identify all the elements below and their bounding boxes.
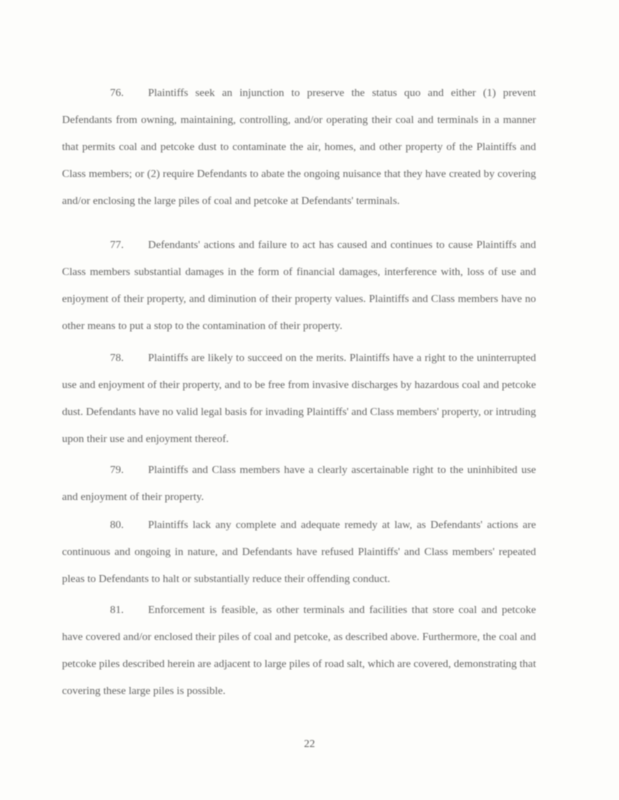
paragraph-number: 81. bbox=[110, 604, 124, 616]
paragraph-81 bbox=[62, 597, 536, 705]
paragraph-text: Plaintiffs seek an injunction to preserve the status quo and either (1) prevent Defendants from owning, maintaining, controlling, and/or operating their coal and terminals in a manner that permits coal and petcoke dust to contaminate the air, homes, and other property of the Plaintiffs and Class members; or (2) require Defendants to abate the ongoing nuisance that they have created by covering and/or enclosing the large piles of coal and petcoke at Defendants' terminals. bbox=[62, 87, 536, 207]
paragraph-text: Enforcement is feasible, as other terminals and facilities that store coal and petcoke have covered and/or enclosed their piles of coal and petcoke, as described above. Furthermore, the coal and petcoke piles described herein are adjacent to large piles of road salt, which are covered, demonstrating that covering these large piles is possible. bbox=[62, 604, 536, 697]
paragraph-76 bbox=[62, 80, 536, 215]
paragraph-80 bbox=[62, 512, 536, 593]
paragraph-number: 79. bbox=[110, 464, 124, 476]
paragraph-number: 77. bbox=[110, 239, 124, 251]
paragraph-text: Plaintiffs lack any complete and adequate remedy at law, as Defendants' actions are continuous and ongoing in nature, and Defendants have refused Plaintiffs' and Class members' repeated pleas to Defendants to halt or substantially reduce their offending conduct. bbox=[62, 519, 536, 585]
paragraph-number: 80. bbox=[110, 519, 124, 531]
paragraph-77 bbox=[62, 232, 536, 340]
paragraph-text: Plaintiffs and Class members have a clearly ascertainable right to the uninhibited use and enjoyment of their property. bbox=[62, 464, 536, 503]
paragraph-number: 76. bbox=[110, 87, 124, 99]
paragraph-text: Plaintiffs are likely to succeed on the merits. Plaintiffs have a right to the uninterrupted use and enjoyment of their property, and to be free from invasive discharges by hazardous coal and petcoke dust. Defendants have no valid legal basis for invading Plaintiffs' and Class members' property, or intruding upon their use and enjoyment thereof. bbox=[62, 352, 536, 445]
paragraph-number: 78. bbox=[110, 352, 124, 364]
page-number: 22 bbox=[304, 738, 315, 750]
paragraph-78 bbox=[62, 345, 536, 453]
paragraph-text: Defendants' actions and failure to act has caused and continues to cause Plaintiffs and Class members substantial damages in the form of financial damages, interference with, loss of use and enjoyment of their property, and diminution of their property values. Plaintiffs and Class members have no other means to put a stop to the contamination of their property. bbox=[62, 239, 536, 332]
paragraph-79 bbox=[62, 457, 536, 511]
